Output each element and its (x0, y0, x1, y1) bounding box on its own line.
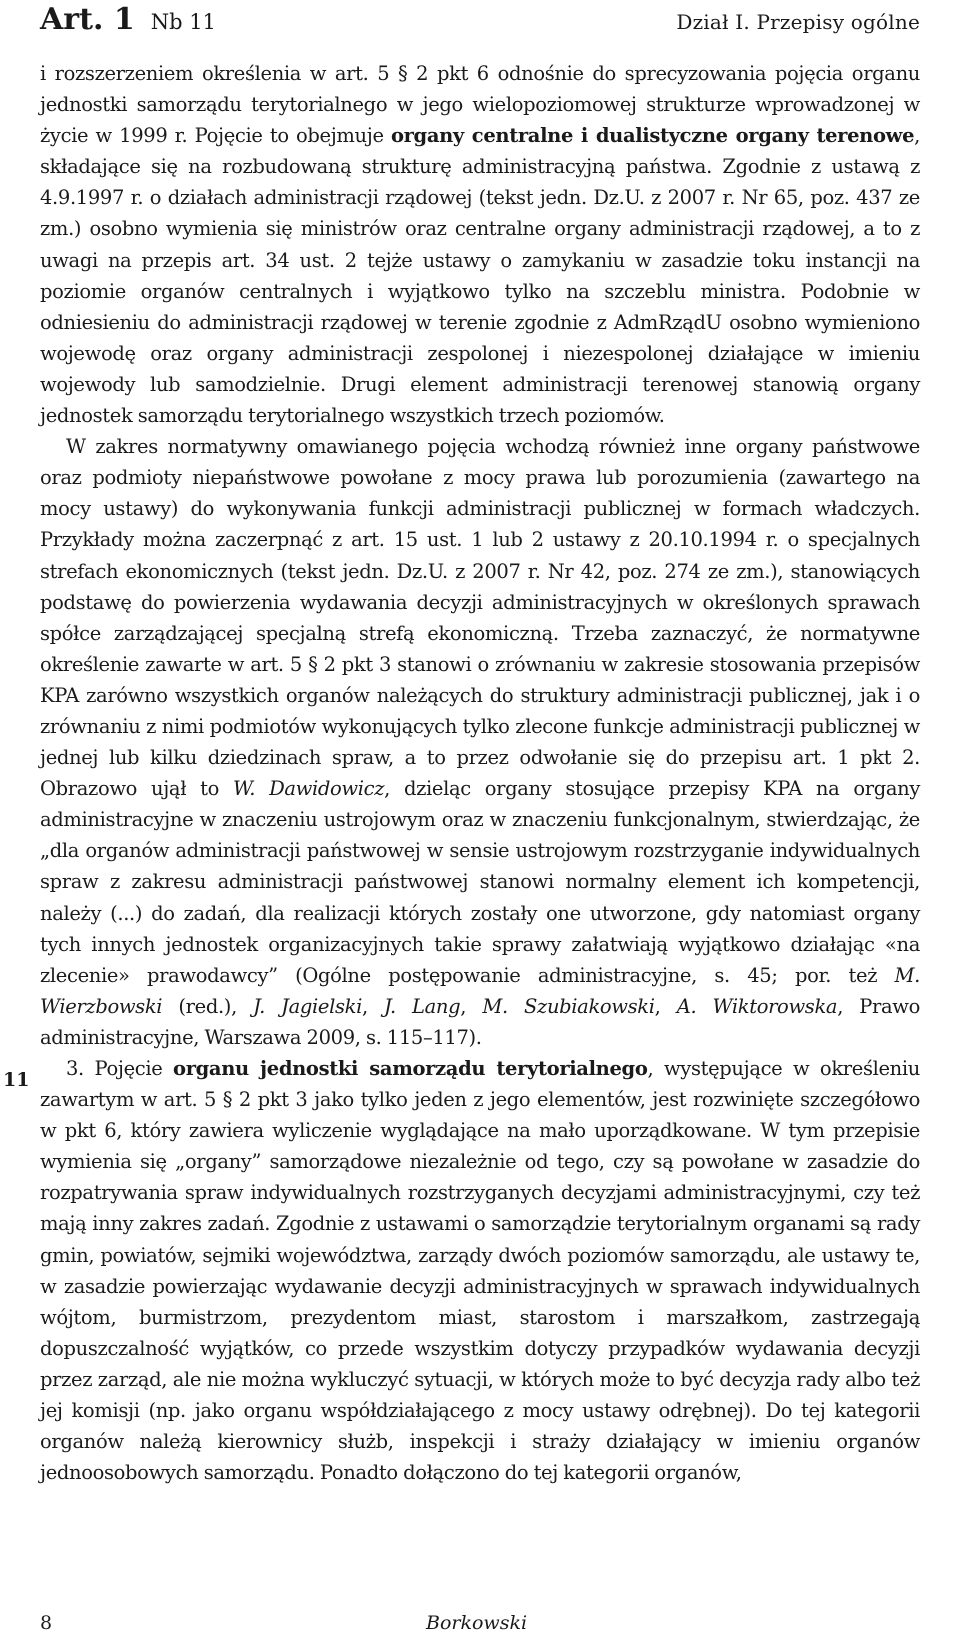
author-name: M. Szubiakowski (482, 994, 655, 1018)
page-number: 8 (40, 1612, 53, 1634)
paragraph-continuation: i rozszerzeniem określenia w art. 5 § 2 pkt 6 odnośnie do sprecyzowania pojęcia organu jednostki samorządu terytorialnego w jego wielopoziomowej strukturze wprowadzonej w życie w 1999 r. Pojęcie to obejmuje organy centralne i dualistyczne organy terenowe, składające się na rozbudowaną strukturę administracyjną państwa. Zgodnie z ustawą z 4.9.1997 r. o działach administracji rządowej (tekst jedn. Dz.U. z 2007 r. Nr 65, poz. 437 ze zm.) osobno wymienia się ministrów oraz centralne organy administracji rządowej, a to z uwagi na przepis art. 34 ust. 2 tejże ustawy o zamykaniu w zasadzie toku instancji na poziomie organów centralnych i wyjątkowo tylko na szczeblu ministra. Podobnie w odniesieniu do administracji rządowej w terenie zgodnie z AdmRządU osobno wymieniono wojewodę oraz organy administracji zespolonej i niezespolonej działające w imieniu wojewody lub samodzielnie. Drugi element administracji terenowej stanowią organy jednostek samorządu terytorialnego wszystkich trzech poziomów. (40, 62, 920, 428)
paragraph-point-3: 3. Pojęcie organu jednostki samorządu terytorialnego, występujące w określeniu zawartym w art. 5 § 2 pkt 3 jako tylko jeden z jego elementów, jest rozwinięte szczegółowo w pkt 6, który zawiera wyliczenie wyglądające na mało uporządkowane. W tym przepisie wymienia się „organy” samorządowe niezależnie od tego, czy są powołane w zasadzie do rozpatrywania spraw indywidualnych rozstrzyganych decyzjami administracyjnymi, czy też mają inny zakres zadań. Zgodnie z ustawami o samorządzie terytorialnym organami są rady gmin, powiatów, sejmiki województwa, zarządy dwóch poziomów samorządu, ale ustawy te, w zasadzie powierzając wydawanie decyzji administracyjnych w sprawach indywidualnych wójtom, burmistrzom, prezydentom miast, starostom i marszałkom, zastrzegają dopuszczalność wyjątków, co przede wszystkim dotyczy przypadków wydawania decyzji przez zarząd, ale nie można wykluczyć sytuacji, w których może to być decyzja rady albo też jej komisji (np. jako organu współdziałającego z mocy ustawy odrębnej). Do tej kategorii organów należą kierownicy służb, inspekcji i straży działający w imieniu organów jednoosobowych samorządu. Ponadto dołączono do tej kategorii organów, (40, 1057, 920, 1485)
running-header (40, 0, 920, 40)
author-name: J. Jagielski (253, 994, 362, 1018)
bold-term: organy centralne i dualistyczne organy terenowe (390, 124, 915, 148)
body-text (40, 58, 920, 1488)
author-name: A. Wiktorowska (676, 994, 838, 1018)
author-name: J. Lang (384, 994, 461, 1018)
author-name: M. Wierzbowski (40, 963, 920, 1018)
author-name: W. Dawidowicz (233, 777, 385, 801)
paragraph-scope: W zakres normatywny omawianego pojęcia wchodzą również inne organy państwowe oraz podmioty niepaństwowe powołane z mocy prawa lub porozumienia (zawartego na mocy ustawy) do wykonywania funkcji administracji publicznej w formach władczych. Przykłady można zaczerpnąć z art. 15 ust. 1 lub 2 ustawy z 20.10.1994 r. o specjalnych strefach ekonomicznych (tekst jedn. Dz.U. z 2007 r. Nr 42, poz. 274 ze zm.), stanowiących podstawę do powierzenia wydawania decyzji administracyjnych w określonych sprawach spółce zarządzającej specjalną strefą ekonomiczną. Trzeba zaznaczyć, że normatywne określenie zawarte w art. 5 § 2 pkt 3 stanowi o zrównaniu w zakresie stosowania przepisów KPA zarówno wszystkich organów należących do struktury administracji publicznej, jak i o zrównaniu z nimi podmiotów wykonujących tylko zlecone funkcje administracji publicznej w jednej lub kilku dziedzinach spraw, a to przez odwołanie się do przepisu art. 1 pkt 2. Obrazowo ujął to W. Dawidowicz, dzieląc organy stosujące przepisy KPA na organy administracyjne w znaczeniu ustrojowym oraz w znaczeniu funkcjonalnym, stwierdzając, że „dla organów administracji państwowej w sensie ustrojowym rozstrzyganie indywidualnych spraw z zakresu administracji państwowej stanowi normalny element ich kompetencji, należy (...) do zadań, dla realizacji których zostały one utworzone, gdy natomiast organy tych innych jednostek organizacyjnych takie sprawy załatwiają wyjątkowo działając «na zlecenie» prawodawcy” (Ogólne postępowanie administracyjne, s. 45; por. też M. Wierzbowski (red.), J. Jagielski, J. Lang, M. Szubiakowski, A. Wiktorowska, Prawo administracyjne, Warszawa 2009, s. 115–117). (40, 435, 921, 1049)
marginal-ref-label: Nb 11 (150, 10, 216, 34)
page-footer (40, 1612, 528, 1642)
bold-term: organu jednostki samorządu terytorialnego (173, 1057, 648, 1080)
section-label: Dział I. Przepisy ogólne (676, 10, 920, 34)
author-footer: Borkowski (426, 1612, 528, 1634)
header-left (40, 0, 216, 42)
article-label: Art. 1 (40, 2, 135, 37)
margin-number: 11 (3, 1069, 30, 1091)
